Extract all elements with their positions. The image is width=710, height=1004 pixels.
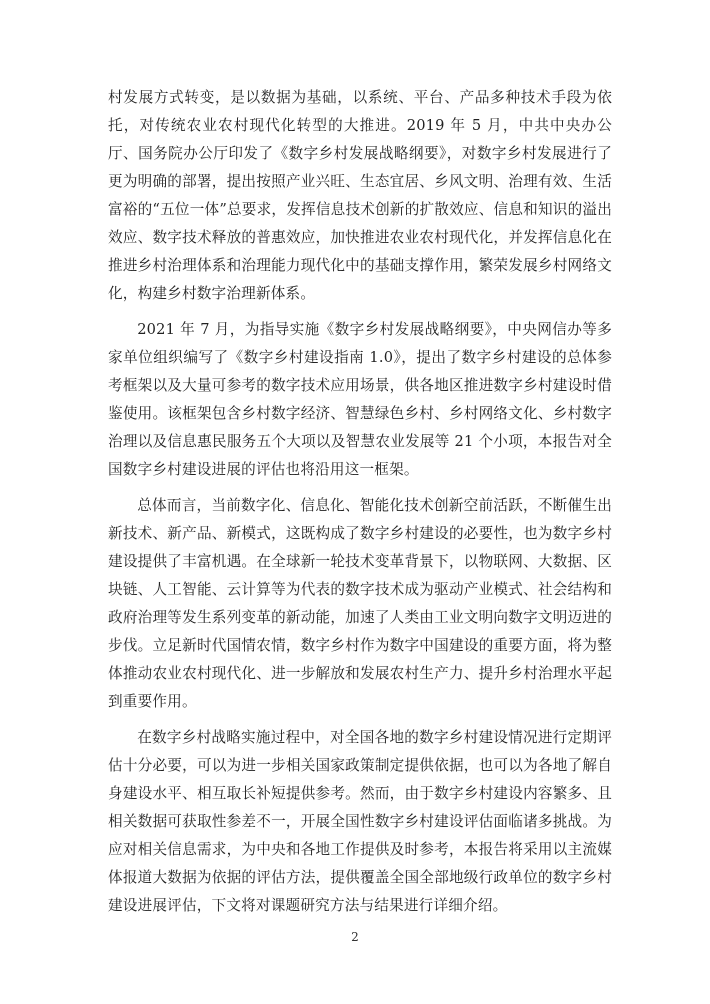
paragraph-3: 总体而言，当前数字化、信息化、智能化技术创新空前活跃，不断催生出新技术、新产品、新模式，这既构成了数字乡村建设的必要性，也为数字乡村建设提供了丰富机遇。在全球新一轮技术变革背景下，以物联网、大数据、区块链、人工智能、云计算等为代表的数字技术成为驱动产业模式、社会结构和政府治理等发生系列变革的新动能，加速了人类由工业文明向数字文明迈进的步伐。立足新时代国情农情，数字乡村作为数字中国建设的重要方面，将为整体推动农业农村现代化、进一步解放和发展农村生产力、提升乡村治理水平起到重要作用。 <box>108 497 612 710</box>
paragraph-2: 2021 年 7 月，为指导实施《数字乡村发展战略纲要》，中央网信办等多家单位组织编写了《数字乡村建设指南 1.0》，提出了数字乡村建设的总体参考框架以及大量可参考的数字技术应用场景，供各地区推进数字乡村建设时借鉴使用。该框架包含乡村数字经济、智慧绿色乡村、乡村网络文化、乡村数字治理以及信息惠民服务五个大项以及智慧农业发展等 21 个小项，本报告对全国数字乡村建设进展的评估也将沿用这一框架。 <box>108 321 612 478</box>
paragraph-1: 村发展方式转变，是以数据为基础，以系统、平台、产品多种技术手段为依托，对传统农业农村现代化转型的大推进。2019 年 5 月，中共中央办公厅、国务院办公厅印发了《数字乡村发展战略纲要》，对数字乡村发展进行了更为明确的部署，提出按照产业兴旺、生态宜居、乡风文明、治理有效、生活富裕的“五位一体”总要求，发挥信息技术创新的扩散效应、信息和知识的溢出效应、数字技术释放的普惠效应，加快推进农业农村现代化，并发挥信息化在推进乡村治理体系和治理能力现代化中的基础支撑作用，繁荣发展乡村网络文化，构建乡村数字治理新体系。 <box>108 89 612 302</box>
paragraph-4: 在数字乡村战略实施过程中，对全国各地的数字乡村建设情况进行定期评估十分必要，可以为进一步相关国家政策制定提供依据，也可以为各地了解自身建设水平、相互取长补短提供参考。然而，由于数字乡村建设内容繁多、且相关数据可获取性参差不一，开展全国性数字乡村建设评估面临诸多挑战。为应对相关信息需求，为中央和各地工作提供及时参考，本报告将采用以主流媒体报道大数据为依据的评估方法，提供覆盖全国全部地级行政单位的数字乡村建设进展评估，下文将对课题研究方法与结果进行详细介绍。 <box>108 729 612 914</box>
page-number: 2 <box>351 930 359 944</box>
body-text <box>108 84 612 928</box>
